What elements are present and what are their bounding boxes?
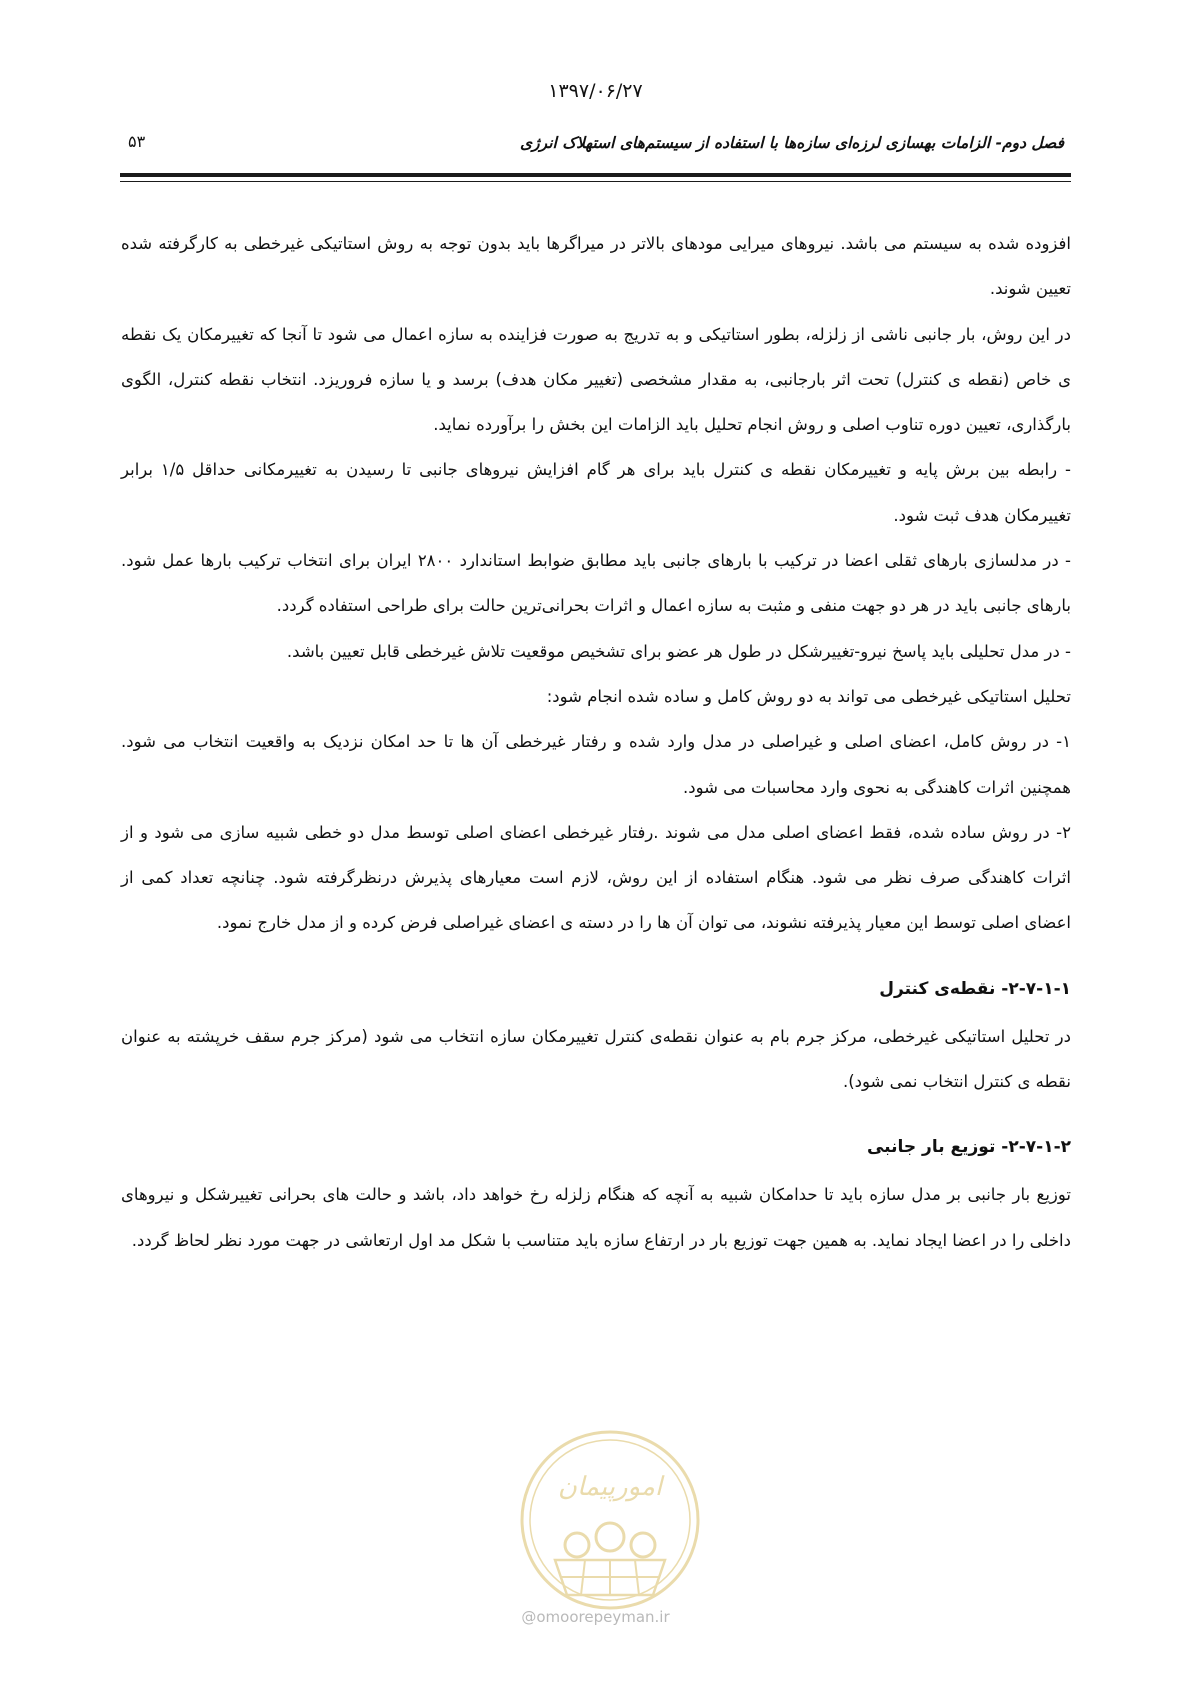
section-heading-control-point: ۲-۷-۱-۱- نقطه‌ی کنترل [879, 978, 1071, 999]
paragraph: - در مدل تحلیلی باید پاسخ نیرو-تغییرشکل در طول هر عضو برای تشخیص موقعیت تلاش غیرخطی قابل تعیین باشد. [286, 641, 1071, 661]
paragraph: توزیع بار جانبی بر مدل سازه باید تا حدامکان شبیه به آنچه که هنگام زلزله رخ خواهد داد، باشد و حالت های بحرانی تغییرشکل و نیروهای داخلی را در اعضا ایجاد نماید. به همین جهت توزیع بار در ارتفاع سازه باید متناسب با شکل مد اول ارتعاشی در جهت مورد نظر لحاظ گردد. [121, 1185, 1071, 1250]
paragraph: ۲- در روش ساده شده، فقط اعضای اصلی مدل می شوند .رفتار غیرخطی اعضای اصلی توسط مدل دو خطی شبیه سازی می شود و از اثرات کاهندگی صرف نظر می شود. هنگام استفاده از این روش، لازم است معیارهای پذیرش درنظرگرفته شود. چنانچه تعداد کمی از اعضای اصلی توسط این معیار پذیرفته نشوند، می توان آن ها را در دسته ی اعضای غیراصلی فرض کرده و از مدل خارج نمود. [121, 822, 1071, 933]
paragraph: - رابطه بین برش پایه و تغییرمکان نقطه ی کنترل باید برای هر گام افزایش نیروهای جانبی تا رسیدن به تغییرمکانی حداقل ۱/۵ برابر تغییرمکان هدف ثبت شود. [121, 460, 1071, 525]
paragraph: در این روش، بار جانبی ناشی از زلزله، بطور استاتیکی و به تدریج به صورت فزاینده به سازه اعمال می شود تا آنجا که تغییرمکان یک نقطه ی خاص (نقطه ی کنترل) تحت اثر بارجانبی، به مقدار مشخصی (تغییر مکان هدف) برسد و یا سازه فروریزد. انتخاب نقطه کنترل، الگوی بارگذاری، تعیین دوره تناوب اصلی و روش انجام تحلیل باید الزامات این بخش را برآورده نماید. [121, 324, 1071, 435]
paragraph: - در مدلسازی بارهای ثقلی اعضا در ترکیب با بارهای جانبی باید مطابق ضوابط استاندارد ۲۸۰۰ ایران برای انتخاب ترکیب بارها عمل شود. بارهای جانبی باید در هر دو جهت منفی و مثبت به سازه اعمال و اثرات بحرانی‌ترین حالت برای طراحی استفاده گردد. [121, 551, 1071, 616]
paragraph: در تحلیل استاتیکی غیرخطی، مرکز جرم بام به عنوان نقطه‌ی کنترل تغییرمکان سازه انتخاب می شود (مرکز جرم سقف خرپشته به عنوان نقطه ی کنترل انتخاب نمی شود). [121, 1026, 1071, 1092]
page-body [121, 221, 1071, 1263]
section-heading-lateral-load: ۲-۷-۱-۲- توزیع بار جانبی [866, 1137, 1071, 1158]
header-rule-thick [120, 173, 1071, 177]
page-date: ۱۳۹۷/۰۶/۲۷ [548, 80, 643, 102]
watermark-logo [515, 1425, 705, 1625]
paragraph: تحلیل استاتیکی غیرخطی می تواند به دو روش کامل و ساده شده انجام شود: [546, 686, 1071, 706]
paragraph: ۱- در روش کامل، اعضای اصلی و غیراصلی در مدل وارد شده و رفتار غیرخطی آن ها تا حد امکان نزدیک به واقعیت انتخاب می شود. همچنین اثرات کاهندگی به نحوی وارد محاسبات می شود. [121, 732, 1071, 797]
watermark-logo-text: امورپیمان [557, 1472, 663, 1502]
header-rule-thin [120, 181, 1071, 182]
paragraph: افزوده شده به سیستم می باشد. نیروهای میرایی مودهای بالاتر در میراگرها باید بدون توجه به روش استاتیکی غیرخطی به کارگرفته شده تعیین شوند. [121, 234, 1071, 299]
running-head: فصل دوم- الزامات بهسازی لرزه‌ای سازه‌ها با استفاده از سیستم‌های استهلاک انرژی [520, 134, 1064, 152]
watermark-seal-icon [515, 1425, 705, 1625]
page-number: ۵۳ [128, 132, 146, 151]
watermark-url: @omoorepeyman.ir [521, 1608, 670, 1626]
